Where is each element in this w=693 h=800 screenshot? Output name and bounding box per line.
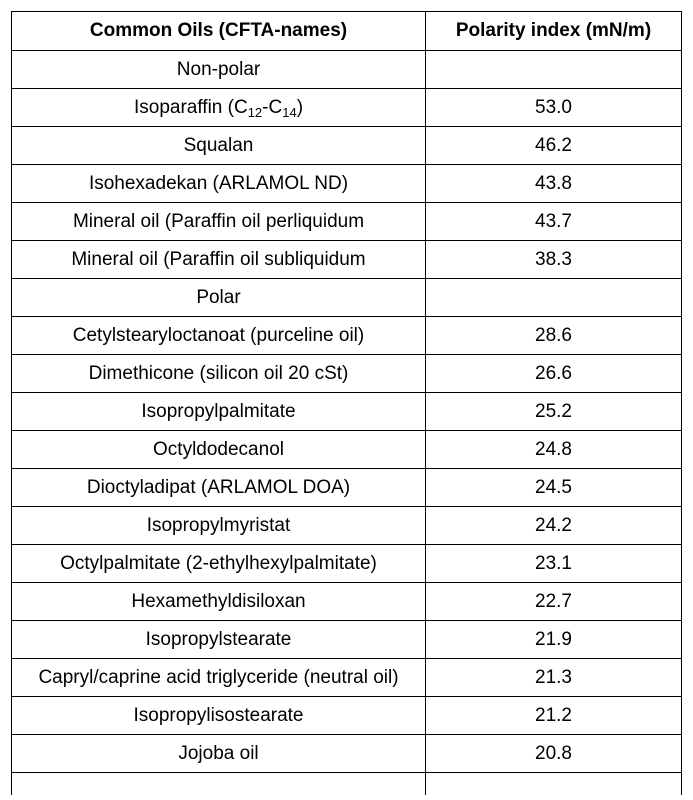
polarity-value: 25.2 (426, 393, 682, 431)
header-common-oils: Common Oils (CFTA-names) (12, 12, 426, 51)
oil-name: Isohexadekan (ARLAMOL ND) (12, 165, 426, 203)
oil-polarity-table-container (11, 11, 681, 795)
oil-name: Hexamethyldisiloxan (12, 583, 426, 621)
table-row (12, 621, 682, 659)
oil-name: Isopropylstearate (12, 621, 426, 659)
section-label-non-polar: Non-polar (12, 51, 426, 89)
oil-name (12, 89, 426, 127)
polarity-value: 28.6 (426, 317, 682, 355)
polarity-value: 22.7 (426, 583, 682, 621)
table-row (12, 203, 682, 241)
table-row (12, 545, 682, 583)
oil-polarity-table (11, 11, 682, 795)
oil-name: Octylpalmitate (2-ethylhexylpalmitate) (12, 545, 426, 583)
polarity-value: 43.8 (426, 165, 682, 203)
polarity-value: 24.5 (426, 469, 682, 507)
polarity-value (426, 51, 682, 89)
oil-name: Isopropylpalmitate (12, 393, 426, 431)
polarity-value: 53.0 (426, 89, 682, 127)
oil-name-part: -C (262, 96, 283, 118)
oil-name: Capryl/caprine acid triglyceride (neutral oil) (12, 659, 426, 697)
oil-name: Jojoba oil (12, 735, 426, 773)
table-row (12, 469, 682, 507)
table-row (12, 393, 682, 431)
empty-cell (12, 773, 426, 796)
table-row (12, 431, 682, 469)
oil-name: Dimethicone (silicon oil 20 cSt) (12, 355, 426, 393)
table-row (12, 51, 682, 89)
polarity-value (426, 279, 682, 317)
oil-name: Mineral oil (Paraffin oil subliquidum (12, 241, 426, 279)
header-polarity-index: Polarity index (mN/m) (426, 12, 682, 51)
polarity-value: 23.1 (426, 545, 682, 583)
header-row (12, 12, 682, 51)
table-row (12, 583, 682, 621)
oil-name-part: Isoparaffin (C (133, 96, 248, 118)
oil-name: Cetylstearyloctanoat (purceline oil) (12, 317, 426, 355)
table-row (12, 697, 682, 735)
table-row (12, 241, 682, 279)
polarity-value: 21.2 (426, 697, 682, 735)
oil-name-part: ) (296, 96, 304, 118)
oil-name: Mineral oil (Paraffin oil perliquidum (12, 203, 426, 241)
oil-name: Isopropylmyristat (12, 507, 426, 545)
oil-name: Dioctyladipat (ARLAMOL DOA) (12, 469, 426, 507)
polarity-value: 24.8 (426, 431, 682, 469)
subscript-14: 14 (282, 104, 297, 120)
table-row (12, 507, 682, 545)
table-row (12, 735, 682, 773)
polarity-value: 26.6 (426, 355, 682, 393)
polarity-value: 20.8 (426, 735, 682, 773)
table-row (12, 355, 682, 393)
table-row (12, 317, 682, 355)
oil-name: Octyldodecanol (12, 431, 426, 469)
subscript-12: 12 (247, 104, 263, 120)
table-row (12, 659, 682, 697)
polarity-value: 21.9 (426, 621, 682, 659)
table-row (12, 89, 682, 127)
polarity-value: 21.3 (426, 659, 682, 697)
polarity-value: 43.7 (426, 203, 682, 241)
polarity-value: 46.2 (426, 127, 682, 165)
polarity-value: 38.3 (426, 241, 682, 279)
table-row (12, 165, 682, 203)
section-label-polar: Polar (12, 279, 426, 317)
table-row-cut-off (12, 773, 682, 796)
polarity-value: 24.2 (426, 507, 682, 545)
table-row (12, 127, 682, 165)
empty-cell (426, 773, 682, 796)
oil-name: Isopropylisostearate (12, 697, 426, 735)
oil-name: Squalan (12, 127, 426, 165)
table-row (12, 279, 682, 317)
